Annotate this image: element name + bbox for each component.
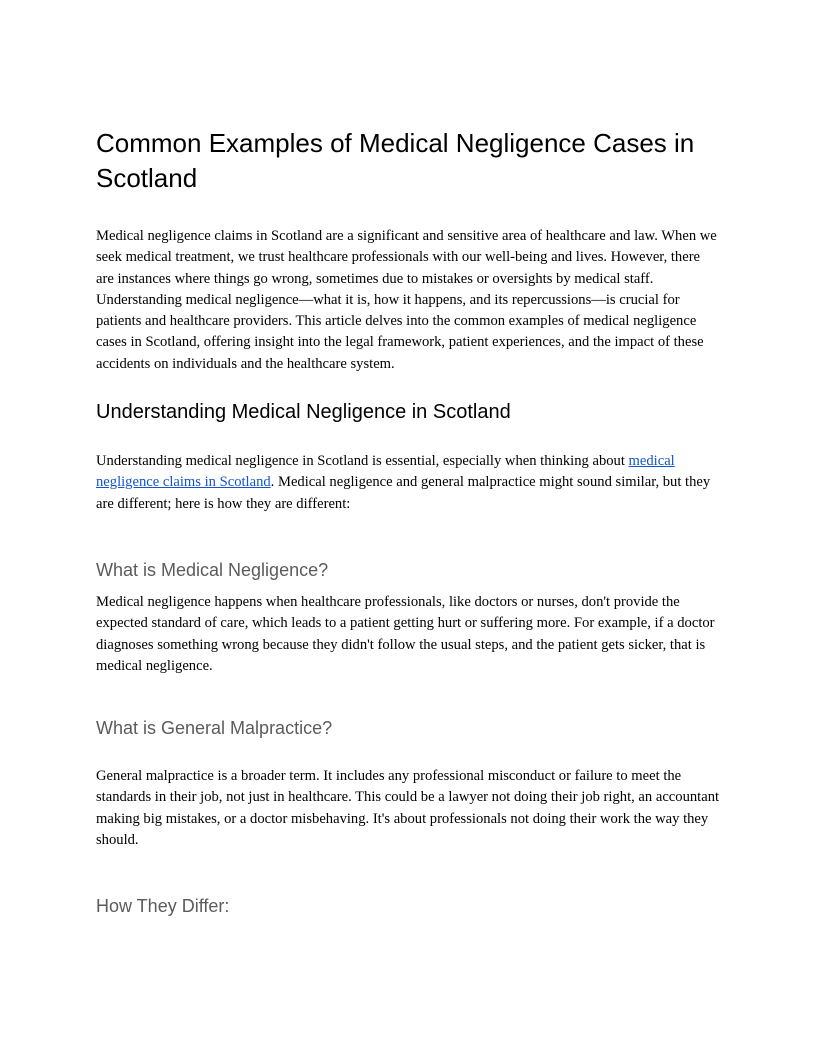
section-paragraph-text-after-link: . Medical negligence and general malpractice might sound similar, but they are different; here is how they are different: — [96, 474, 711, 512]
medical-negligence-paragraph: Medical negligence happens when healthcare professionals, like doctors or nurses, don't provide the expected standard of care, which leads to a patient getting hurt or suffering more. For example, if a doctor diagnoses something wrong because they didn't follow the usual steps, and the patient gets sicker, that is medical negligence. — [96, 593, 715, 674]
subsection-heading-how-they-differ: How They Differ: — [96, 896, 230, 917]
subsection-heading-medical-negligence: What is Medical Negligence? — [96, 559, 329, 580]
subsection-heading-general-malpractice: What is General Malpractice? — [96, 718, 333, 739]
section-paragraph-text-before-link: Understanding medical negligence in Scotland is essential, especially when thinking about — [96, 453, 629, 470]
section-paragraph — [96, 451, 720, 515]
document-title: Common Examples of Medical Negligence Cases in Scotland — [96, 128, 695, 193]
medical-negligence-claims-link[interactable]: medical negligence claims in Scotland — [96, 453, 675, 491]
intro-paragraph: Medical negligence claims in Scotland are a significant and sensitive area of healthcare and law. When we seek medical treatment, we trust healthcare professionals with our well-being and lives. However, there are instances where things go wrong, sometimes due to mistakes or oversights by medical staff. Understanding medical negligence—what it is, how it happens, and its repercussions—is crucial for patients and healthcare providers. This article delves into the common examples of medical negligence cases in Scotland, offering insight into the legal framework, patient experiences, and the impact of these accidents on individuals and the healthcare system. — [96, 228, 717, 372]
section-heading-understanding: Understanding Medical Negligence in Scotland — [96, 401, 511, 424]
general-malpractice-paragraph: General malpractice is a broader term. It includes any professional misconduct or failure to meet the standards in their job, not just in healthcare. This could be a lawyer not doing their job right, an accountant making big mistakes, or a doctor misbehaving. It's about professionals not doing their work the way they should. — [96, 768, 720, 849]
